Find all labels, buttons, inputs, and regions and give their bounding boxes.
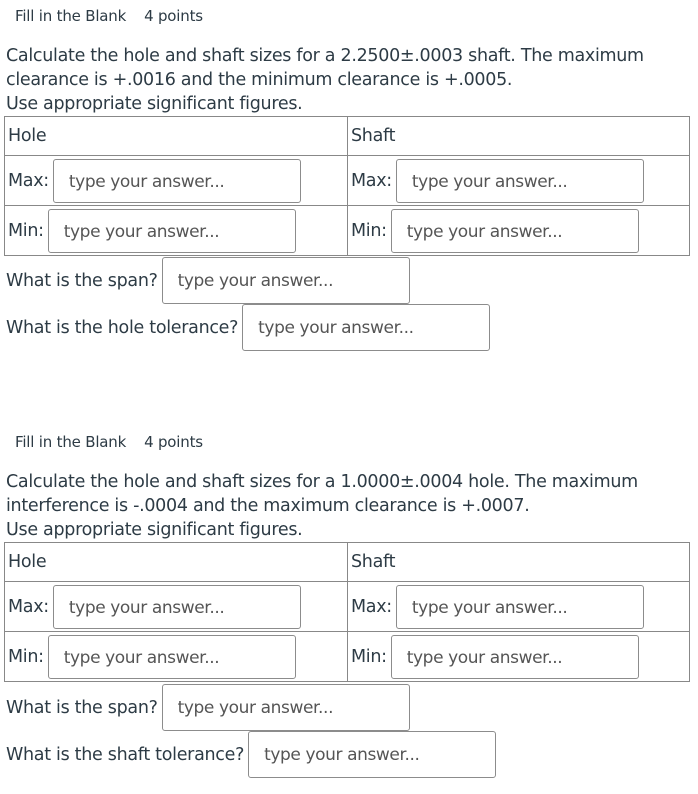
shaft-max-label: Max: xyxy=(351,596,392,617)
shaft-header: Shaft xyxy=(351,552,396,572)
hole-max-input[interactable]: type your answer... xyxy=(53,159,301,203)
question-points: 4 points xyxy=(144,7,203,25)
span-label: What is the span? xyxy=(6,270,158,291)
tolerance-label: What is the hole tolerance? xyxy=(6,317,239,338)
question-text-line: Use appropriate significant figures. xyxy=(6,520,303,540)
answer-table xyxy=(4,116,690,256)
question-type: Fill in the Blank xyxy=(15,7,127,25)
hole-min-label: Min: xyxy=(8,646,44,667)
question-type: Fill in the Blank xyxy=(15,433,127,451)
question-header xyxy=(15,433,203,451)
shaft-max-input[interactable]: type your answer... xyxy=(396,585,644,629)
shaft-min-input[interactable]: type your answer... xyxy=(391,209,639,253)
question-text xyxy=(6,44,686,116)
tolerance-input[interactable]: type your answer... xyxy=(248,731,496,778)
span-input[interactable]: type your answer... xyxy=(162,257,410,304)
span-row xyxy=(6,257,410,304)
tolerance-label: What is the shaft tolerance? xyxy=(6,744,245,765)
hole-max-input[interactable]: type your answer... xyxy=(53,585,301,629)
hole-min-label: Min: xyxy=(8,220,44,241)
hole-max-label: Max: xyxy=(8,170,49,191)
question-text-line: clearance is +.0016 and the minimum clearance is +.0005. xyxy=(6,70,513,90)
question-text-line: Use appropriate significant figures. xyxy=(6,94,303,114)
hole-min-input[interactable]: type your answer... xyxy=(48,209,296,253)
shaft-max-label: Max: xyxy=(351,170,392,191)
answer-table xyxy=(4,542,690,682)
tolerance-input[interactable]: type your answer... xyxy=(242,304,490,351)
shaft-max-input[interactable]: type your answer... xyxy=(396,159,644,203)
shaft-min-input[interactable]: type your answer... xyxy=(391,635,639,679)
question-header xyxy=(15,7,203,25)
span-row xyxy=(6,684,410,731)
question-points: 4 points xyxy=(144,433,203,451)
question-text-line: interference is -.0004 and the maximum clearance is +.0007. xyxy=(6,496,530,516)
shaft-header: Shaft xyxy=(351,126,396,146)
hole-header: Hole xyxy=(8,126,47,146)
shaft-min-label: Min: xyxy=(351,646,387,667)
hole-max-label: Max: xyxy=(8,596,49,617)
tolerance-row xyxy=(6,304,490,351)
question-text-line: Calculate the hole and shaft sizes for a 1.0000±.0004 hole. The maximum xyxy=(6,472,638,492)
question-text xyxy=(6,470,686,542)
span-input[interactable]: type your answer... xyxy=(162,684,410,731)
hole-header: Hole xyxy=(8,552,47,572)
tolerance-row xyxy=(6,731,496,778)
question-text-line: Calculate the hole and shaft sizes for a 2.2500±.0003 shaft. The maximum xyxy=(6,46,644,66)
hole-min-input[interactable]: type your answer... xyxy=(48,635,296,679)
shaft-min-label: Min: xyxy=(351,220,387,241)
span-label: What is the span? xyxy=(6,697,158,718)
